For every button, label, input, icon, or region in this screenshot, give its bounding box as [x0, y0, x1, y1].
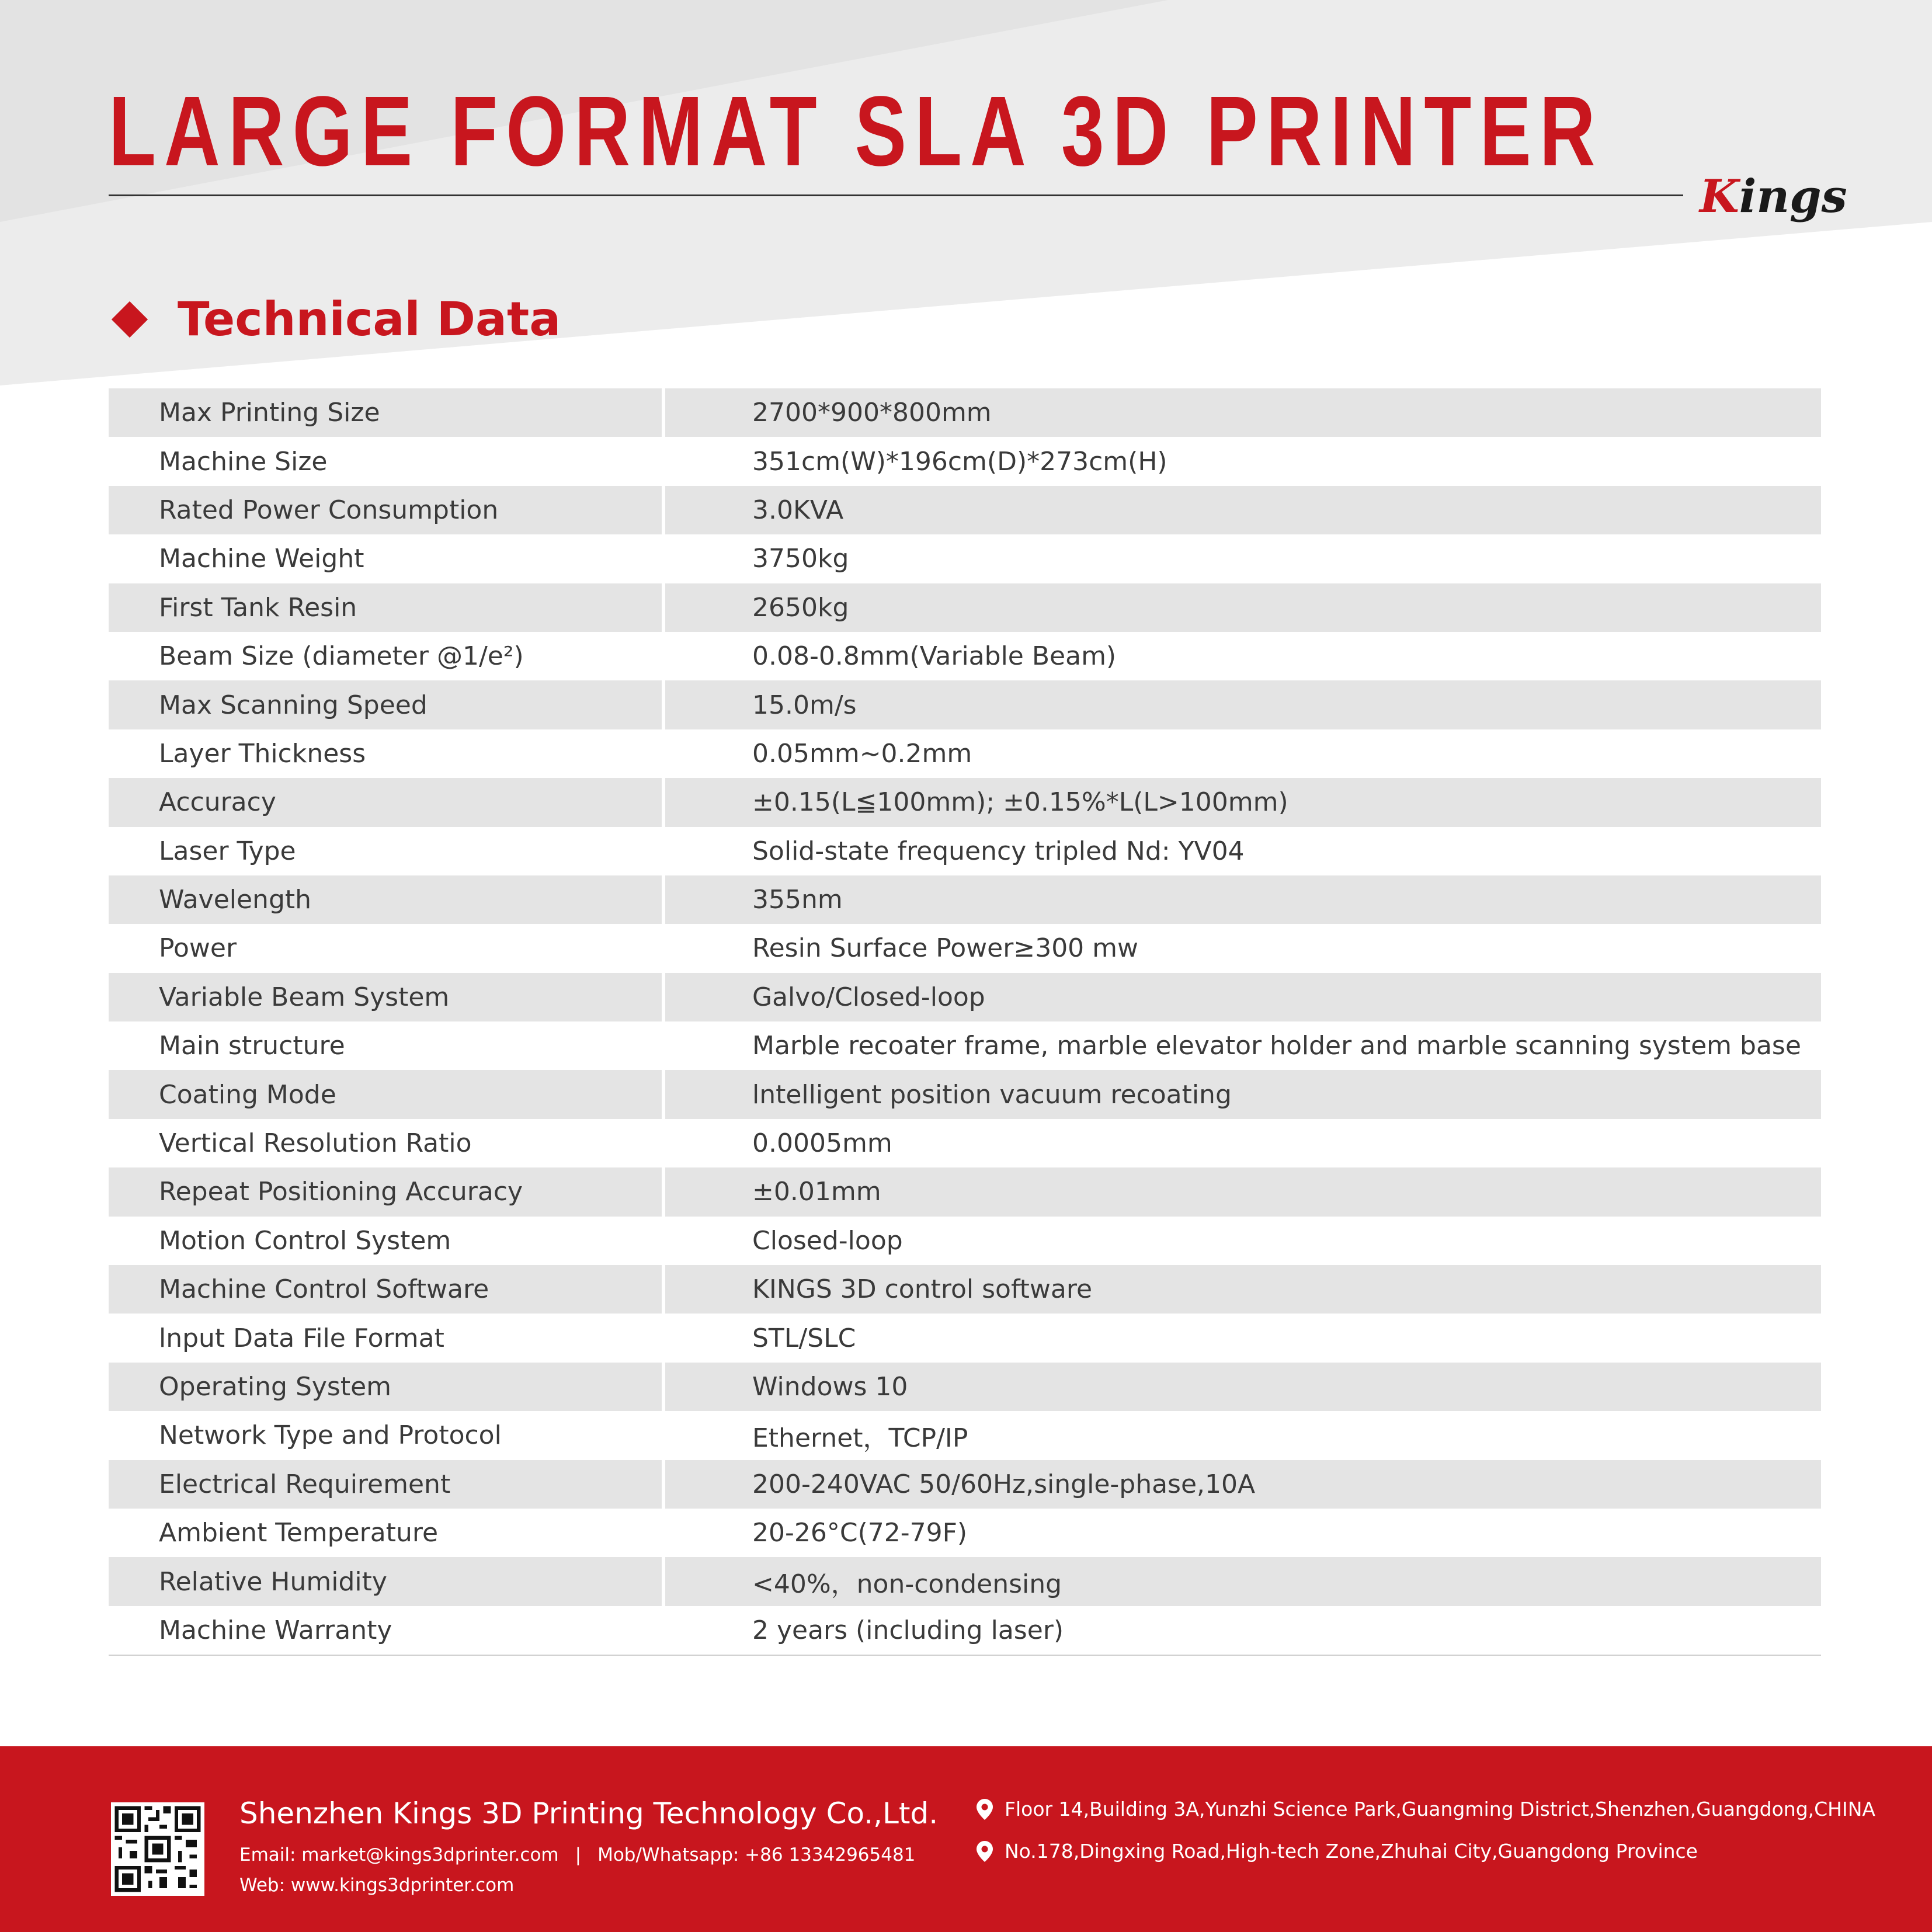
- spec-value: 2650kg: [752, 592, 849, 623]
- spec-row: [109, 1557, 1821, 1606]
- spec-row: [109, 1167, 1821, 1216]
- column-separator: [662, 875, 665, 924]
- spec-row: [109, 924, 1821, 972]
- spec-row: [109, 486, 1821, 534]
- section-heading: [111, 292, 561, 346]
- mobile-text: Mob/Whatsapp: +86 13342965481: [597, 1844, 916, 1865]
- spec-row: [109, 729, 1821, 778]
- spec-label: Machine Weight: [159, 544, 364, 574]
- column-separator: [662, 924, 665, 972]
- column-separator: [662, 680, 665, 729]
- column-separator: [662, 1265, 665, 1314]
- spec-row: [109, 1119, 1821, 1167]
- column-separator: [662, 534, 665, 583]
- spec-label: Network Type and Protocol: [159, 1420, 502, 1451]
- spec-value: Marble recoater frame, marble elevator holder and marble scanning system base: [752, 1031, 1801, 1061]
- column-separator: [662, 1217, 665, 1265]
- column-separator: [662, 973, 665, 1021]
- email-text: Email: market@kings3dprinter.com: [239, 1844, 559, 1865]
- spec-label: First Tank Resin: [159, 592, 357, 623]
- spec-label: Machine Warranty: [159, 1615, 392, 1645]
- column-separator: [662, 1314, 665, 1362]
- spec-label: Coating Mode: [159, 1079, 336, 1110]
- address-1-text: Floor 14,Building 3A,Yunzhi Science Park,Guangming District,Shenzhen,Guangdong,CHINA: [1005, 1798, 1875, 1820]
- spec-value: 15.0m/s: [752, 690, 857, 720]
- spec-value: 351cm(W)*196cm(D)*273cm(H): [752, 446, 1167, 477]
- spec-label: Accuracy: [159, 787, 276, 818]
- logo-rest: ings: [1739, 170, 1847, 223]
- column-separator: [662, 486, 665, 534]
- spec-row: [109, 1265, 1821, 1314]
- column-separator: [662, 1460, 665, 1509]
- column-separator: [662, 1411, 665, 1460]
- kings-logo: [1700, 171, 1847, 223]
- spec-value: 3.0KVA: [752, 495, 844, 525]
- address-1: [977, 1798, 1875, 1820]
- spec-label: Ambient Temperature: [159, 1518, 439, 1548]
- location-pin-icon: [977, 1841, 993, 1862]
- section-title: Technical Data: [178, 292, 561, 346]
- spec-label: Layer Thickness: [159, 738, 366, 769]
- column-separator: [662, 778, 665, 826]
- spec-row: [109, 827, 1821, 875]
- web-text: Web: www.kings3dprinter.com: [239, 1875, 515, 1896]
- spec-value: 20-26°C(72-79F): [752, 1518, 968, 1548]
- spec-value: 355nm: [752, 885, 843, 915]
- spec-row: [109, 388, 1821, 437]
- spec-label: lnput Data File Format: [159, 1323, 444, 1353]
- spec-row: [109, 1411, 1821, 1460]
- column-separator: [662, 1167, 665, 1216]
- spec-row: [109, 1217, 1821, 1265]
- column-separator: [662, 827, 665, 875]
- spec-row: [109, 680, 1821, 729]
- address-2-text: No.178,Dingxing Road,High-tech Zone,Zhuhai City,Guangdong Province: [1005, 1840, 1698, 1862]
- spec-value: Solid-state frequency tripled Nd: YV04: [752, 836, 1245, 866]
- spec-value: Closed-loop: [752, 1225, 903, 1256]
- footer: [0, 1746, 1932, 1932]
- spec-label: Repeat Positioning Accuracy: [159, 1177, 523, 1207]
- page-title: LARGE FORMAT SLA 3D PRINTER: [109, 76, 1604, 187]
- spec-label: Rated Power Consumption: [159, 495, 499, 525]
- column-separator: [662, 1509, 665, 1557]
- header-background-shape: [0, 0, 1932, 409]
- spec-value: Galvo/Closed-loop: [752, 982, 985, 1012]
- qr-code-icon: [111, 1802, 204, 1896]
- column-separator: [662, 1557, 665, 1606]
- column-separator: [662, 583, 665, 632]
- spec-label: Machine Size: [159, 446, 328, 477]
- column-separator: [662, 1606, 665, 1655]
- spec-label: Beam Size (diameter @1/e²): [159, 641, 524, 672]
- contact-line: [239, 1844, 915, 1865]
- spec-value: 2 years (including laser): [752, 1615, 1064, 1645]
- spec-label: Power: [159, 933, 237, 964]
- spec-value: Ethernet，TCP/IP: [752, 1423, 968, 1453]
- spec-label: Max Printing Size: [159, 398, 380, 428]
- column-separator: [662, 1021, 665, 1070]
- logo-initial: K: [1700, 170, 1739, 223]
- spec-value: Windows 10: [752, 1372, 908, 1402]
- spec-value: 3750kg: [752, 544, 849, 574]
- technical-data-table: [109, 388, 1821, 1656]
- spec-value: STL/SLC: [752, 1323, 856, 1353]
- spec-row: [109, 1509, 1821, 1557]
- table-bottom-border: [109, 1655, 1821, 1656]
- spec-row: [109, 875, 1821, 924]
- spec-value: Resin Surface Power≥300 mw: [752, 933, 1139, 964]
- spec-row: [109, 1021, 1821, 1070]
- spec-value: 0.0005mm: [752, 1128, 892, 1159]
- column-separator: [662, 1119, 665, 1167]
- spec-value: 2700*900*800mm: [752, 398, 992, 428]
- spec-value: 0.08-0.8mm(Variable Beam): [752, 641, 1117, 672]
- spec-label: Wavelength: [159, 885, 312, 915]
- spec-row: [109, 632, 1821, 680]
- spec-label: Variable Beam System: [159, 982, 450, 1012]
- spec-label: Vertical Resolution Ratio: [159, 1128, 472, 1159]
- spec-value: ±0.01mm: [752, 1177, 881, 1207]
- spec-value: ±0.15(L≦100mm); ±0.15%*L(L>100mm): [752, 787, 1288, 818]
- title-divider-line: [109, 194, 1683, 196]
- spec-label: Machine Control Software: [159, 1274, 489, 1305]
- spec-value: 200-240VAC 50/60Hz,single-phase,10A: [752, 1469, 1256, 1499]
- spec-row: [109, 1363, 1821, 1411]
- column-separator: [662, 1070, 665, 1118]
- spec-row: [109, 583, 1821, 632]
- spec-row: [109, 1460, 1821, 1509]
- spec-label: Electrical Requirement: [159, 1469, 451, 1499]
- spec-row: [109, 1070, 1821, 1118]
- spec-label: Relative Humidity: [159, 1566, 387, 1597]
- spec-row: [109, 778, 1821, 826]
- spec-row: [109, 534, 1821, 583]
- spec-value: KINGS 3D control software: [752, 1274, 1093, 1305]
- location-pin-icon: [977, 1799, 993, 1820]
- column-separator: [662, 729, 665, 778]
- spec-row: [109, 973, 1821, 1021]
- column-separator: [662, 632, 665, 680]
- contact-divider: |: [575, 1844, 582, 1865]
- spec-value: 0.05mm~0.2mm: [752, 738, 972, 769]
- spec-row: [109, 1314, 1821, 1362]
- spec-value: <40%，non-condensing: [752, 1569, 1062, 1600]
- spec-row: [109, 437, 1821, 485]
- column-separator: [662, 437, 665, 485]
- company-name: Shenzhen Kings 3D Printing Technology Co.,Ltd.: [239, 1797, 939, 1830]
- spec-label: Motion Control System: [159, 1225, 451, 1256]
- spec-row: [109, 1606, 1821, 1655]
- spec-label: Max Scanning Speed: [159, 690, 428, 720]
- spec-label: Operating System: [159, 1372, 392, 1402]
- column-separator: [662, 388, 665, 437]
- diamond-icon: [112, 301, 148, 337]
- column-separator: [662, 1363, 665, 1411]
- spec-label: Main structure: [159, 1031, 345, 1061]
- address-2: [977, 1840, 1698, 1862]
- spec-value: lntelligent position vacuum recoating: [752, 1079, 1232, 1110]
- spec-label: Laser Type: [159, 836, 296, 866]
